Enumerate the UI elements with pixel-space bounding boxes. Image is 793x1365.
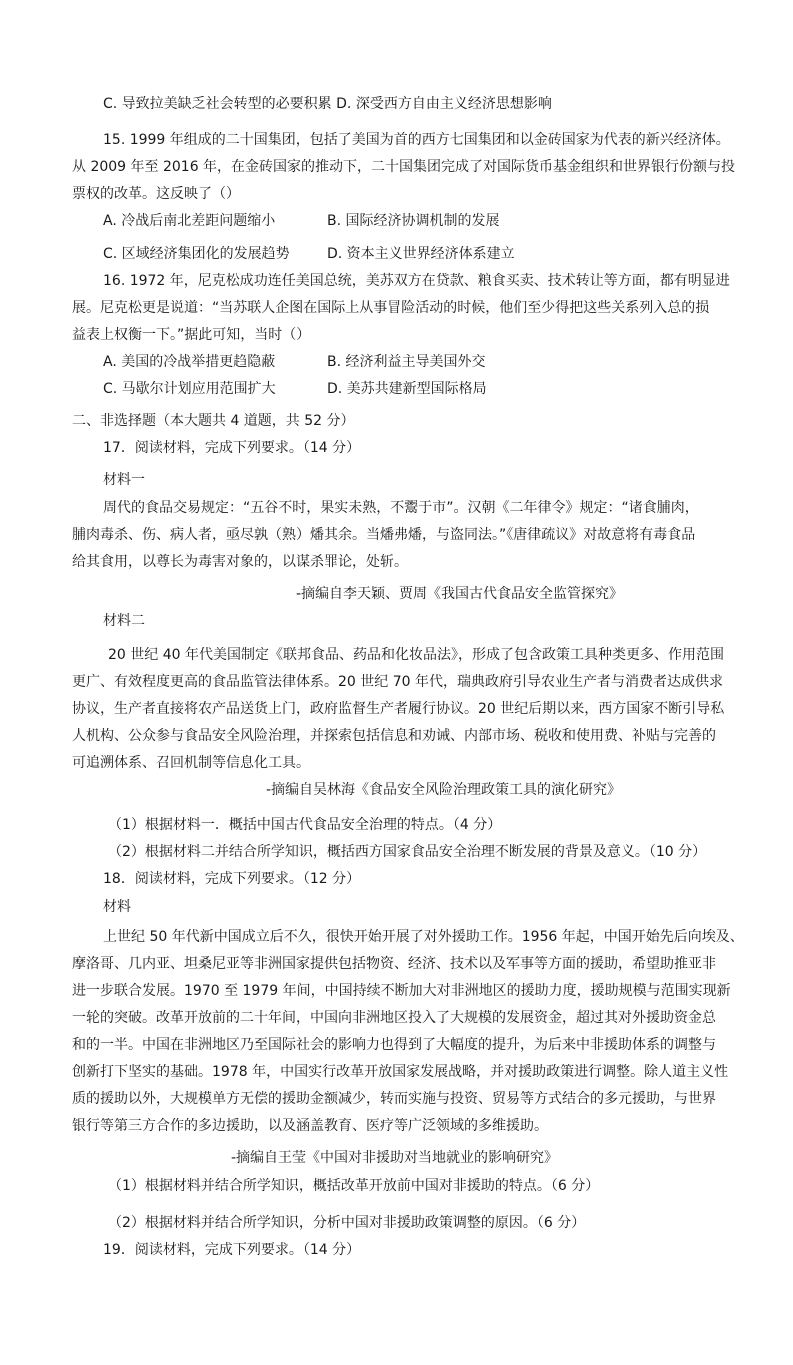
- q18-material-line6: 创新打下坚实的基础。1978 年，中国实行改革开放国家发展战略，并对援助政策进行调整。除人道主义性: [72, 1064, 729, 1080]
- q17-requirement2: （2）根据材料二并结合所学知识，概括西方国家食品安全治理不断发展的背景及意义。（10 分）: [108, 844, 707, 860]
- q15-stem-line2: 从 2009 年至 2016 年，在金砖国家的推动下，二十国集团完成了对国际货币基金组织和世界银行份额与投: [72, 159, 736, 175]
- q18-requirement1: （1）根据材料并结合所学知识，概括改革开放前中国对非援助的特点。（6 分）: [108, 1178, 600, 1194]
- q17-material2-line4: 人机构、公众参与食品安全风险治理，并探索包括信息和劝诫、内部市场、税收和使用费、补贴与完善的: [72, 728, 716, 744]
- q15-option-d: D. 资本主义世界经济体系建立: [327, 246, 515, 262]
- q15-stem-line3: 票权的改革。这反映了（）: [72, 186, 240, 202]
- q17-material2-source: -摘编自吴林海《食品安全风险治理政策工具的演化研究》: [266, 782, 622, 798]
- q15-option-b: B. 国际经济协调机制的发展: [327, 213, 500, 229]
- q18-material-line8: 银行等第三方合作的多边援助，以及涵盖教育、医疗等广泛领域的多维援助。: [72, 1118, 548, 1134]
- q17-requirement1: （1）根据材料一．概括中国古代食品安全治理的特点。（4 分）: [108, 817, 502, 833]
- q18-material-line1: 上世纪 50 年代新中国成立后不久，很快开始开展了对外援助工作。1956 年起，中国开始先后向埃及、: [103, 929, 744, 945]
- q17-material1-source: -摘编自李天颖、贾周《我国古代食品安全监管探究》: [296, 586, 624, 602]
- q14-option-d: D. 深受西方自由主义经济思想影响: [336, 96, 552, 112]
- q15-option-a: A. 冷战后南北差距问题缩小: [103, 213, 276, 229]
- q17-material2-line1: 20 世纪 40 年代美国制定《联邦食品、药品和化妆品法》，形成了包含政策工具种类更多、作用范围: [108, 647, 724, 663]
- q18-requirement2: （2）根据材料并结合所学知识，分析中国对非援助政策调整的原因。（6 分）: [108, 1215, 586, 1231]
- q17-material2-line5: 可追溯体系、召回机制等信息化工具。: [72, 755, 310, 771]
- q18-material-line3: 进一步联合发展。1970 至 1979 年间，中国持续不断加大对非洲地区的援助力度，援助规模与范围实现新: [72, 983, 731, 999]
- q14-option-c-d: [103, 94, 552, 114]
- section-heading-non-choice: 二、非选择题（本大题共 4 道题，共 52 分）: [72, 413, 355, 429]
- q18-material-line2: 摩洛哥、几内亚、坦桑尼亚等非洲国家提供包括物资、经济、技术以及军事等方面的援助，希望助推亚非: [72, 956, 716, 972]
- q16-option-d: D. 美苏共建新型国际格局: [327, 381, 487, 397]
- q17-title: 17．阅读材料，完成下列要求。（14 分）: [103, 440, 361, 456]
- q17-material2-line3: 协议，生产者直接将农产品送货上门，政府监督生产者履行协议。20 世纪后期以来，西方国家不断引导私: [72, 701, 725, 717]
- q15-option-c: C. 区域经济集团化的发展趋势: [103, 246, 290, 262]
- q17-material2-label: 材料二: [103, 613, 145, 629]
- q18-material-label: 材料: [103, 899, 131, 915]
- q14-option-c: C. 导致拉美缺乏社会转型的必要积累: [103, 96, 332, 112]
- q18-material-line7: 质的援助以外，大规模单方无偿的援助金额减少，转而实施与投资、贸易等方式结合的多元援助，与世界: [72, 1091, 716, 1107]
- q18-material-line4: 一轮的突破。改革开放前的二十年间，中国向非洲地区投入了大规模的发展资金，超过其对外援助资金总: [72, 1010, 716, 1026]
- q18-title: 18．阅读材料，完成下列要求。（12 分）: [103, 871, 361, 887]
- q16-stem-line3: 益表上权衡一下。”据此可知，当时（）: [72, 327, 311, 343]
- q16-option-a: A. 美国的冷战举措更趋隐蔽: [103, 354, 276, 370]
- q17-material1-line2: 脯肉毒杀、伤、病人者，亟尽孰（熟）燔其余。当燔弗燔，与盗同法。”《唐律疏议》对故意将有毒食品: [72, 527, 696, 543]
- q16-stem-line1: 16. 1972 年，尼克松成功连任美国总统，美苏双方在贷款、粮食买卖、技术转让等方面，都有明显进: [103, 273, 730, 289]
- q15-stem-line1: 15. 1999 年组成的二十国集团，包括了美国为首的西方七国集团和以金砖国家为代表的新兴经济体。: [103, 132, 730, 148]
- q17-material2-line2: 更广、有效程度更高的食品监管法律体系。20 世纪 70 年代，瑞典政府引导农业生产者与消费者达成供求: [72, 674, 723, 690]
- q16-stem-line2: 展。尼克松更是说道：“当苏联人企图在国际上从事冒险活动的时候，他们至少得把这些关系列入总的损: [72, 300, 710, 316]
- q16-option-c: C. 马歇尔计划应用范围扩大: [103, 381, 276, 397]
- q18-material-line5: 和的一半。中国在非洲地区乃至国际社会的影响力也得到了大幅度的提升，为后来中非援助体系的调整与: [72, 1037, 716, 1053]
- q17-material1-label: 材料一: [103, 472, 145, 488]
- q16-option-b: B. 经济利益主导美国外交: [327, 354, 486, 370]
- q17-material1-line3: 给其食用，以尊长为毒害对象的，以谋杀罪论，处斩。: [72, 554, 408, 570]
- q18-material-source: -摘编自王莹《中国对非援助对当地就业的影响研究》: [231, 1150, 559, 1166]
- q17-material1-line1: 周代的食品交易规定：“五谷不时，果实未熟，不鬻于市”。汉朝《二年律令》规定：“诸食脯肉，: [103, 500, 699, 516]
- q19-title: 19．阅读材料，完成下列要求。（14 分）: [103, 1242, 361, 1258]
